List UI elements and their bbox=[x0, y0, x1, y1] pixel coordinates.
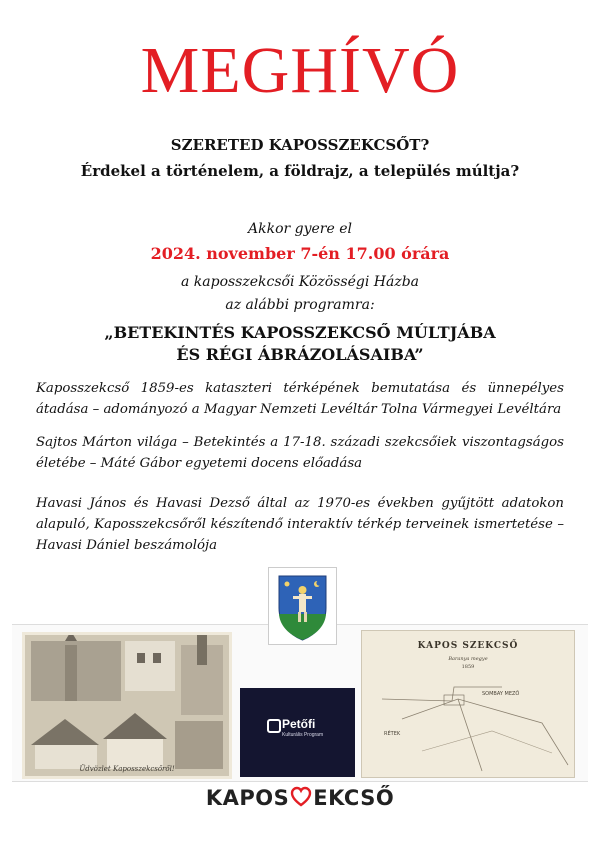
program-item-interactive-map: Havasi János és Havasi Dezső által az 1970-es években gyűjtött adatokon alapuló, Kaposszekcsőről készítendő interaktív térkép terveinek ismertetése – Havasi Dániel beszámolója bbox=[36, 496, 564, 553]
map-year: 1859 bbox=[461, 664, 475, 670]
logo-text-right: EKCSŐ bbox=[313, 786, 395, 810]
program-intro: az alábbi programra: bbox=[225, 297, 375, 313]
cadastral-map-image bbox=[361, 630, 575, 778]
program-title: „BETEKINTÉS KAPOSSZEKCSŐ MÚLTJÁBA ÉS RÉGI ÁBRÁZOLÁSAIBA” bbox=[104, 323, 496, 364]
petofi-program-logo bbox=[240, 688, 355, 777]
heart-s-icon bbox=[290, 786, 312, 813]
event-venue: a kaposszekcsői Közösségi Házba bbox=[180, 274, 419, 290]
event-date: 2024. november 7-én 17.00 órára bbox=[150, 244, 450, 263]
invitation-title: MEGHÍVÓ bbox=[140, 34, 460, 107]
petofi-logo-icon bbox=[267, 719, 281, 733]
program-item-lecture: Sajtos Márton világa – Betekintés a 17-18. századi szekcsőiek viszontagságos életébe – Máté Gábor egyetemi docens előadása bbox=[36, 435, 564, 471]
postcard-image bbox=[22, 632, 232, 779]
map-subtitle: Baranya megye bbox=[448, 656, 488, 662]
program-item-map: Kaposszekcső 1859-es kataszteri térképének bemutatása és ünnepélyes átadása – adományozó a Magyar Nemzeti Levéltár Tolna Vármegyei Levéltára bbox=[36, 381, 564, 417]
map-label-field: SOMBAY MEZŐ bbox=[482, 691, 520, 697]
logo-text-left: KAPOS bbox=[205, 786, 290, 810]
postcard-caption: Üdvözlet Kaposszekcsőről! bbox=[79, 765, 175, 773]
petofi-name: Petőfi bbox=[282, 717, 316, 731]
map-label-meadow: RÉTEK bbox=[384, 731, 401, 737]
intro-line: Akkor gyere el bbox=[248, 221, 352, 237]
kaposszekcso-logo bbox=[0, 786, 600, 813]
coat-of-arms-icon bbox=[268, 567, 337, 645]
question-heading: SZERETED KAPOSSZEKCSŐT? bbox=[170, 136, 430, 154]
question-subheading: Érdekel a történelem, a földrajz, a település múltja? bbox=[80, 162, 520, 180]
petofi-subtitle: Kulturális Program bbox=[282, 732, 324, 738]
map-title: KAPOS SZEKCSŐ bbox=[417, 641, 519, 651]
